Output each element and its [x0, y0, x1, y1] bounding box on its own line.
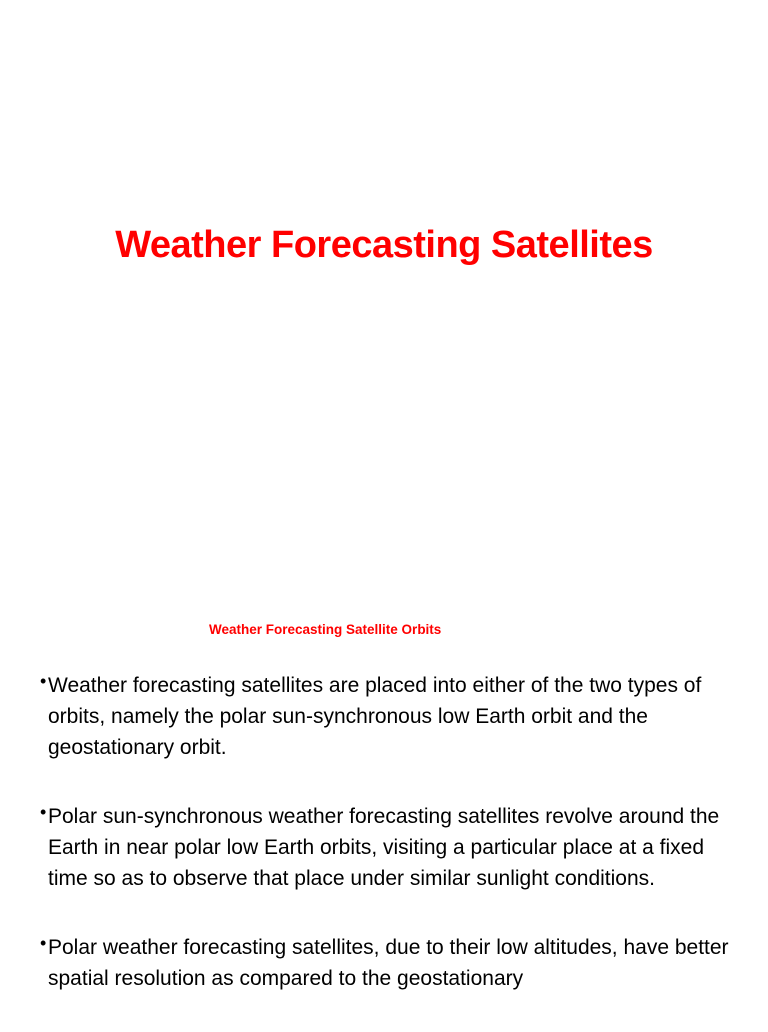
bullet-marker: • — [40, 671, 47, 691]
bullet-marker: • — [40, 933, 47, 953]
slide-title: Weather Forecasting Satellites — [115, 224, 653, 266]
list-item — [40, 932, 740, 994]
bullet-text: Polar sun-synchronous weather forecasting satellites revolve around the Earth in near polar low Earth orbits, visiting a particular place at a fixed time so as to observe that place under similar sunlight conditions. — [48, 805, 720, 890]
bullet-text: Weather forecasting satellites are placed into either of the two types of orbits, namely the polar sun-synchronous low Earth orbit and the geostationary orbit. — [48, 674, 702, 759]
bullet-list — [40, 670, 740, 1032]
bullet-marker: • — [40, 802, 47, 822]
bullet-text: Polar weather forecasting satellites, due to their low altitudes, have better spatial resolution as compared to the geostationary — [48, 936, 729, 990]
list-item — [40, 801, 740, 894]
list-item — [40, 670, 740, 763]
section-heading: Weather Forecasting Satellite Orbits — [209, 622, 442, 637]
